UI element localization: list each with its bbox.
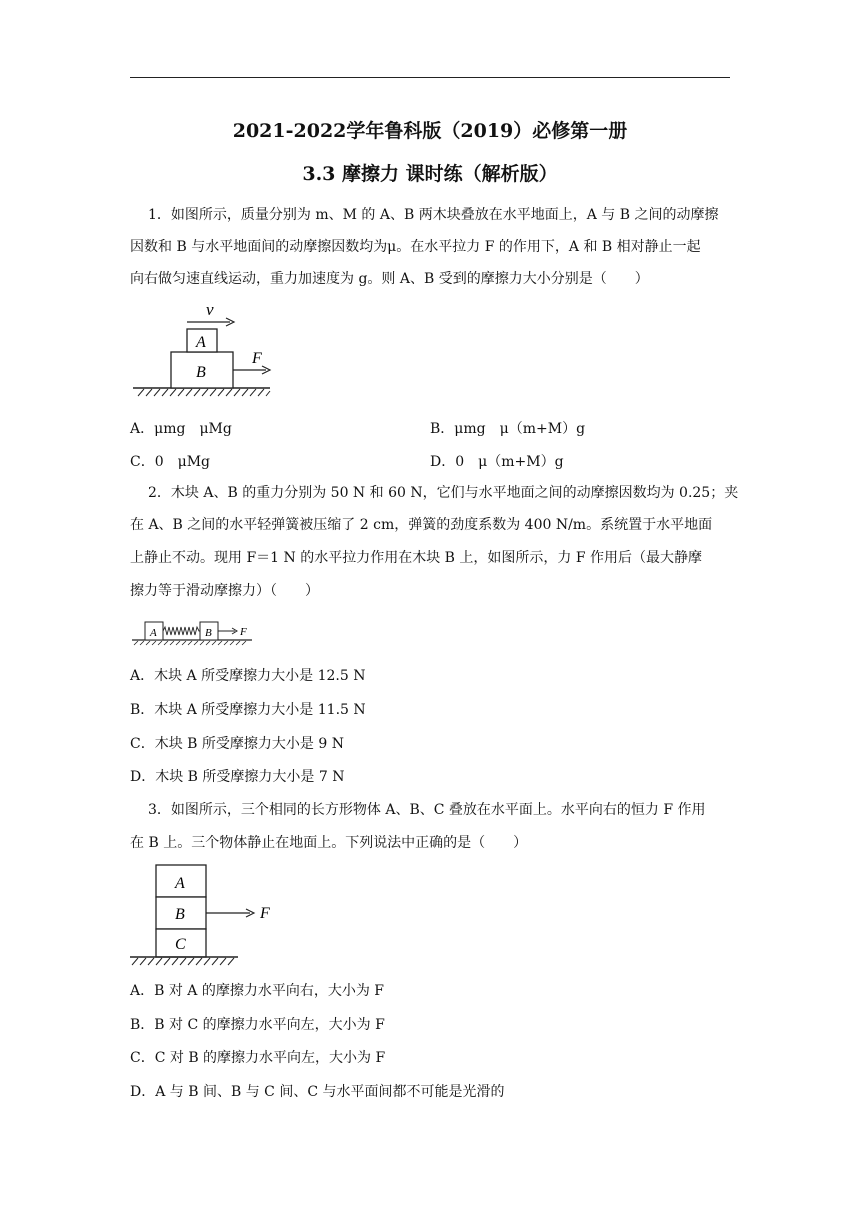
document-subtitle: 3.3 摩擦力 课时练（解析版） bbox=[302, 163, 558, 185]
document-title: 2021-2022学年鲁科版（2019）必修第一册 bbox=[232, 120, 628, 142]
q2-option-a[interactable]: A．木块 A 所受摩擦力大小是 12.5 N bbox=[130, 668, 366, 684]
q1-ground bbox=[133, 388, 270, 396]
q2-figure bbox=[130, 618, 255, 646]
q1-line-2: 因数和 B 与水平地面间的动摩擦因数均为μ。在水平拉力 F 的作用下，A 和 B 相对静止一起 bbox=[130, 239, 701, 255]
q1-force-arrow bbox=[233, 366, 270, 374]
q2-line-1: 2．木块 A、B 的重力分别为 50 N 和 60 N，它们与水平地面之间的动摩擦因数均为 0.25；夹 bbox=[148, 485, 739, 501]
q1-option-d[interactable]: D．0 μ（m+M）g bbox=[430, 454, 564, 470]
q1-label-v: v bbox=[206, 300, 214, 319]
q1-figure bbox=[130, 298, 275, 400]
q3-label-c: C bbox=[175, 936, 186, 953]
q1-line-3: 向右做匀速直线运动，重力加速度为 g。则 A、B 受到的摩擦力大小分别是（ ） bbox=[130, 271, 649, 287]
q2-line-4: 擦力等于滑动摩擦力）（ ） bbox=[130, 583, 319, 599]
q3-label-f: F bbox=[260, 905, 270, 922]
q2-force-arrow bbox=[218, 628, 237, 634]
q2-line-2: 在 A、B 之间的水平轻弹簧被压缩了 2 cm，弹簧的劲度系数为 400 N/m。系统置于水平地面 bbox=[130, 517, 713, 533]
q1-option-a[interactable]: A．μmg μMg bbox=[130, 421, 232, 437]
q3-option-d[interactable]: D．A 与 B 间、B 与 C 间、C 与水平面间都不可能是光滑的 bbox=[130, 1084, 505, 1100]
q2-option-c[interactable]: C．木块 B 所受摩擦力大小是 9 N bbox=[130, 736, 344, 752]
q2-label-a: A bbox=[150, 627, 157, 639]
q1-label-a: A bbox=[196, 334, 206, 351]
q2-label-f: F bbox=[240, 626, 247, 638]
q3-line-2: 在 B 上。三个物体静止在地面上。下列说法中正确的是（ ） bbox=[130, 835, 528, 851]
q3-line-1: 3．如图所示，三个相同的长方形物体 A、B、C 叠放在水平面上。水平向右的恒力 F 作用 bbox=[148, 802, 706, 818]
q1-option-c[interactable]: C．0 μMg bbox=[130, 454, 211, 470]
q2-option-d[interactable]: D．木块 B 所受摩擦力大小是 7 N bbox=[130, 769, 345, 785]
q3-option-a[interactable]: A．B 对 A 的摩擦力水平向右，大小为 F bbox=[130, 983, 385, 999]
q3-figure bbox=[128, 860, 278, 970]
q1-line-1: 1．如图所示，质量分别为 m、M 的 A、B 两木块叠放在水平地面上，A 与 B 之间的动摩擦 bbox=[148, 207, 719, 223]
q2-spring bbox=[163, 627, 200, 635]
q2-label-b: B bbox=[205, 627, 212, 639]
q3-force-arrow bbox=[206, 909, 254, 917]
q3-label-b: B bbox=[175, 906, 185, 923]
q3-label-a: A bbox=[175, 875, 185, 892]
q3-ground bbox=[130, 957, 238, 965]
q1-label-b: B bbox=[196, 364, 206, 381]
q1-velocity-arrow bbox=[187, 318, 234, 326]
q1-label-f: F bbox=[252, 350, 262, 367]
q2-ground bbox=[132, 640, 252, 645]
header-rule bbox=[130, 77, 730, 78]
q3-option-b[interactable]: B．B 对 C 的摩擦力水平向左，大小为 F bbox=[130, 1017, 385, 1033]
q2-line-3: 上静止不动。现用 F＝1 N 的水平拉力作用在木块 B 上，如图所示，力 F 作用后（最大静摩 bbox=[130, 550, 703, 566]
q2-option-b[interactable]: B．木块 A 所受摩擦力大小是 11.5 N bbox=[130, 702, 366, 718]
q3-option-c[interactable]: C．C 对 B 的摩擦力水平向左，大小为 F bbox=[130, 1050, 386, 1066]
q1-option-b[interactable]: B．μmg μ（m+M）g bbox=[430, 421, 586, 437]
